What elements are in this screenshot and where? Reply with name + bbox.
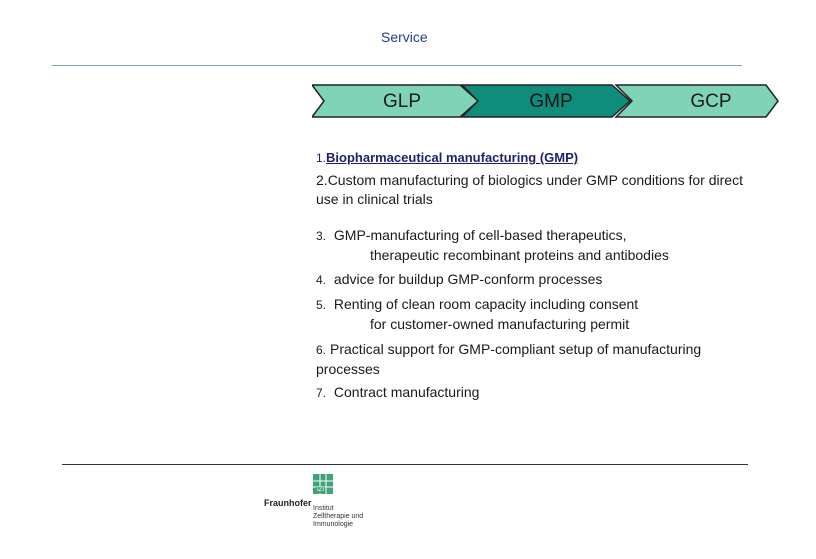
top-divider [52,65,742,66]
item-line: for customer-owned manufacturing permit [370,316,630,332]
item-line: Contract manufacturing [333,384,480,400]
heading-text: Biopharmaceutical manufacturing (GMP) [326,150,579,165]
heading-number: 1. [316,151,327,165]
item-line: Custom manufacturing of biologics under GMP conditions for direct [327,172,743,188]
item-number: 4. [316,273,327,287]
page-title: Service [381,29,428,45]
logo-text: Fraunhofer [264,498,312,508]
item-line: Practical support for GMP-compliant setup of manufacturing [330,341,702,357]
bottom-divider [62,464,748,465]
item-number: 6. [316,343,327,357]
item-line: advice for buildup GMP-conform processes [333,271,603,287]
institute-name [313,505,393,529]
list-item [316,295,638,334]
item-line: use in clinical trials [316,191,433,207]
item-line: therapeutic recombinant proteins and antibodies [370,247,669,263]
institute-line: Institut [313,505,334,512]
tab-gmp-label: GMP [529,91,573,112]
institute-line: Immunologie [313,521,354,528]
list-item [316,340,701,379]
item-number: 5. [316,298,327,312]
item-number: 3. [316,229,327,243]
section-heading [316,150,578,165]
list-item [316,383,479,403]
item-number: 2. [316,172,328,188]
list-item [316,171,743,209]
tab-glp-label: GLP [382,91,422,112]
institute-line: Zelltherapie und [313,513,364,520]
item-line: processes [316,361,380,377]
list-item [316,226,669,265]
list-item [316,270,602,290]
tab-gcp-label: GCP [690,91,732,112]
item-number: 7. [316,386,327,400]
item-line: Renting of clean room capacity including consent [333,296,639,312]
item-line: GMP-manufacturing of cell-based therapeutics, [333,227,627,243]
logo-mark: IZI [317,487,324,493]
